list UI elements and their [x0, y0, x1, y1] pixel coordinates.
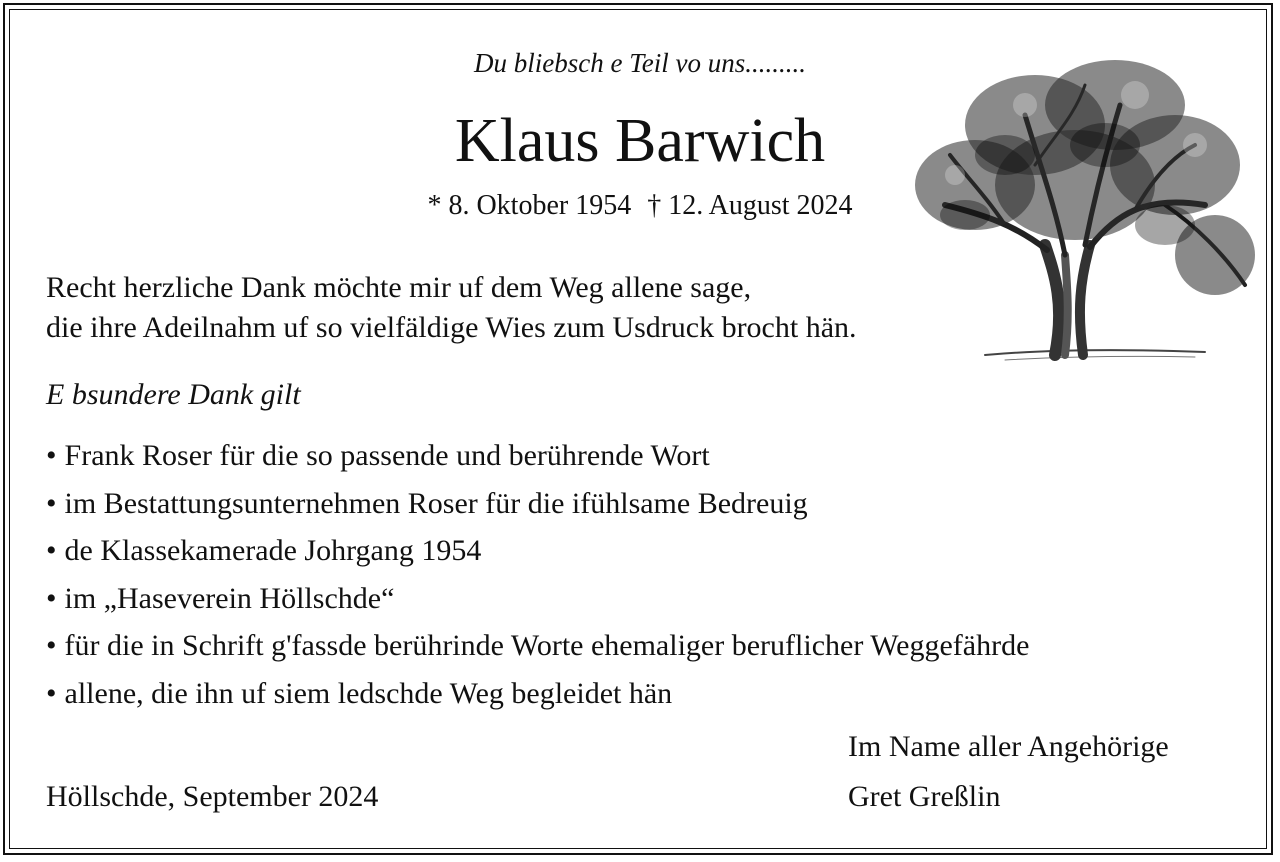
deceased-name: Klaus Barwich [454, 107, 826, 175]
bullet-icon: • [46, 439, 57, 472]
birth-date: * 8. Oktober 1954 [427, 190, 632, 221]
on-behalf-line: Im Name aller Angehörige [848, 730, 1169, 763]
bullet-icon: • [46, 581, 57, 615]
list-item: • de Klassekamerade Johrgang 1954 [46, 534, 482, 567]
list-item: • im Bestattungsunternehmen Roser für die ifühlsame Bedreuig [46, 486, 808, 520]
bullet-icon: • [46, 629, 57, 662]
thanks-line: die ihre Adeilnahm uf so vielfäldige Wies zum Usdruck brocht hän. [46, 311, 857, 344]
thanks-paragraph [46, 268, 857, 348]
special-thanks-list [46, 436, 1029, 721]
list-item: • Frank Roser für die so passende und berührende Wort [46, 439, 710, 472]
bullet-icon: • [46, 534, 57, 567]
list-item: • im „Haseverein Höllschde“ [46, 581, 395, 615]
place-date: Höllschde, September 2024 [46, 780, 379, 813]
death-date: † 12. August 2024 [647, 190, 853, 221]
list-item: • für die in Schrift g'fassde berührinde Worte ehemaliger beruflicher Weggefährde [46, 629, 1030, 662]
oak-tree-illustration [905, 55, 1255, 373]
thanks-line: Recht herzliche Dank möchte mir uf dem Weg allene sage, [46, 271, 752, 304]
bullet-icon: • [46, 676, 57, 710]
motto: Du bliebsch e Teil vo uns......... [474, 48, 806, 78]
special-thanks-heading: E bsundere Dank gilt [46, 378, 301, 411]
signer-name: Gret Greßlin [848, 780, 1001, 813]
bullet-icon: • [46, 486, 57, 520]
list-item: • allene, die ihn uf siem ledschde Weg begleidet hän [46, 676, 673, 710]
